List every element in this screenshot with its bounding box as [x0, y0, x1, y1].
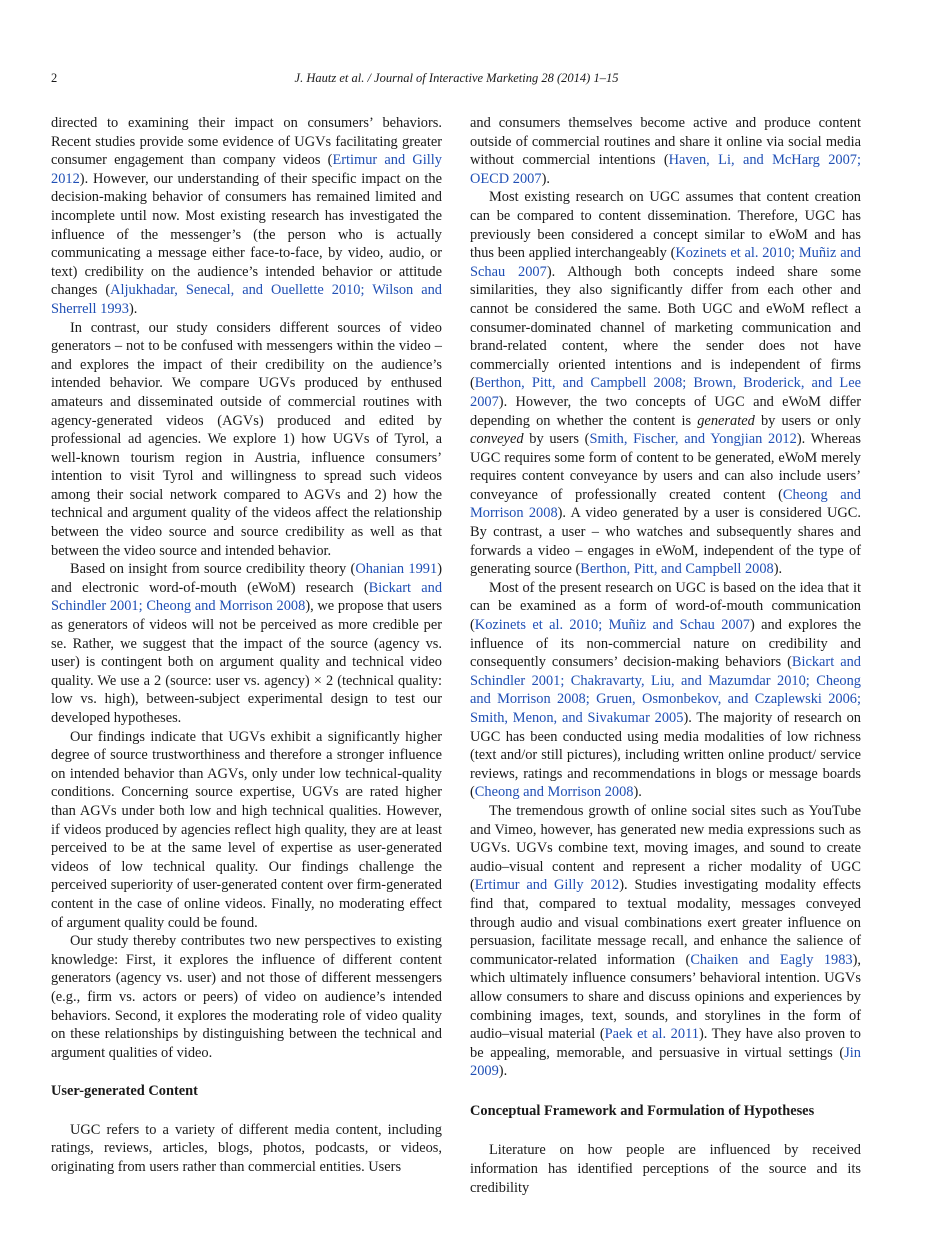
paragraph: In contrast, our study considers different sources of video generators – not to be confused with messengers within the video – and explores the impact of their credibility on the audience’s intended behavior. We compare UGVs produced by enthused amateurs and disseminated outside of commercial routines with agency-generated videos (AGVs) produced and edited by professional ad agencies. We explore 1) how UGVs of Tyrol, a well-known tourism region in Austria, influence consumers’ intention to visit Tyrol and willingness to spread such videos among their social network compared to AGVs and 2) how the technical and argument quality of the videos affect the relationship between the video source and source credibility as well as that between the video source and intended behavior.: [51, 319, 442, 559]
citation-link[interactable]: Cheong and Morrison 2008: [470, 486, 861, 522]
page-number: 2: [51, 71, 58, 85]
paragraph: directed to examining their impact on consumers’ behaviors. Recent studies provide some evidence of UGVs facilitating greater consumer engagement than company videos (Ertimur and Gilly 2012). However, our understanding of their specific impact on the decision-making behavior of consumers has remained limited and incomplete until now. Most existing research has investigated the influence of the messenger’s (the person who is actually communicating a message either face-to-face, by video, audio, or text) credibility on the audience’s intended behavior or attitude changes (Aljukhadar, Senecal, and Ouellette 2010; Wilson and Sherrell 1993).: [51, 115, 442, 317]
paragraph: Our study thereby contributes two new perspectives to existing knowledge: First, it explores the influence of different content generators (agency vs. user) and not those of different messengers (e.g., firm vs. actors or peers) of video on audience’s intended behaviors. Second, it explores the moderating role of video quality on these relationships by distinguishing between the technical and argument qualities of video.: [51, 933, 442, 1061]
emphasis: generated: [697, 412, 755, 429]
citation-link[interactable]: Kozinets et al. 2010; Muñiz and Schau 2007: [470, 245, 861, 280]
paragraph: The tremendous growth of online social sites such as YouTube and Vimeo, however, has generated new media expressions such as UGVs. UGVs combine text, moving images, and sound to create audio–visual content and represent a richer modality of UGC (Ertimur and Gilly 2012). Studies investigating modality effects find that, compared to textual modality, messages conveyed through audio and visual combinations exert greater influence on persuasion, facilitate message recall, and enhance the salience of communicator-related information (Chaiken and Eagly 1983), which ultimately influence consumers’ behavioral intention. UGVs allow consumers to share and discuss opinions and experiences by combining images, text, sounds, and storylines in the form of audio–visual material (Paek et al. 2011). They have also proven to be appealing, memorable, and persuasive in virtual settings (Jin 2009).: [470, 802, 861, 1080]
citation-link[interactable]: Cheong and Morrison 2008: [474, 784, 634, 801]
emphasis: conveyed: [470, 431, 524, 448]
citation-link[interactable]: Bickart and Schindler 2001; Chakravarty, Liu, and Mazumdar 2010; Cheong and Morrison 2008; Gruen, Osmonbekov, and Czaplewski 2006; Smith, Menon, and Sivakumar 2005: [470, 654, 861, 726]
citation-link[interactable]: Berthon, Pitt, and Campbell 2008; Brown, Broderick, and Lee 2007: [470, 375, 861, 410]
paragraph: Most existing research on UGC assumes that content creation can be compared to content dissemination. Therefore, UGC has previously been considered a concept similar to eWoM and has thus been applied interchangeably (Kozinets et al. 2010; Muñiz and Schau 2007). Although both concepts indeed share some similarities, they also significantly differ from each other and cannot be considered the same. Both UGC and eWoM reflect a consumer-dominated channel of marketing communication and brand-related content, where the sender does not have commercially oriented intentions and is independent of firms (Berthon, Pitt, and Campbell 2008; Brown, Broderick, and Lee 2007). However, the two concepts of UGC and eWoM differ depending on whether the content is generated by users or only conveyed by users (Smith, Fischer, and Yongjian 2012). Whereas UGC requires some form of content to be generated, eWoM merely requires content conveyance by users and can also include users’ conveyance of professionally created content (Cheong and Morrison 2008). A video generated by a user is considered UGC. By contrast, a user – who watches and subsequently shares and forwards a video – engages in eWoM, independent of the type of generating source (Berthon, Pitt, and Campbell 2008).: [470, 189, 861, 578]
running-head: J. Hautz et al. / Journal of Interactive Marketing 28 (2014) 1–15: [294, 71, 619, 85]
paragraph: and consumers themselves become active and produce content outside of commercial routines and share it online via social media without commercial intentions (Haven, Li, and McHarg 2007; OECD 2007).: [470, 115, 861, 187]
citation-link[interactable]: Ertimur and Gilly 2012: [474, 877, 620, 894]
citation-link[interactable]: Aljukhadar, Senecal, and Ouellette 2010; Wilson and Sherrell 1993: [51, 282, 442, 317]
citation-link[interactable]: Ertimur and Gilly 2012: [51, 152, 442, 187]
left-column: [51, 114, 442, 1177]
citation-link[interactable]: Jin 2009: [470, 1044, 861, 1080]
right-column: [470, 114, 861, 1197]
paragraph: Our findings indicate that UGVs exhibit a significantly higher degree of source trustworthiness and therefore a stronger influence on intended behavior than AGVs, only under low technical-quality conditions. Concerning source expertise, UGVs are rated higher than AGVs under both low and high technical qualities. However, if videos produced by agencies reflect high quality, they are at least perceived to be at the same level of expertise as user-generated videos of low technical quality. Our findings challenge the perceived superiority of user-generated content over firm-generated content in the case of online videos. Finally, no moderating effect of argument quality could be found.: [51, 728, 442, 931]
citation-link[interactable]: Smith, Fischer, and Yongjian 2012: [589, 431, 797, 448]
citation-link[interactable]: Berthon, Pitt, and Campbell 2008: [580, 561, 774, 578]
citation-link[interactable]: Haven, Li, and McHarg 2007; OECD 2007: [470, 152, 861, 187]
citation-link[interactable]: Kozinets et al. 2010; Muñiz and Schau 2007: [474, 617, 750, 634]
section-heading-conceptual-framework: Conceptual Framework and Formulation of Hypotheses: [470, 1102, 815, 1119]
citation-link[interactable]: Chaiken and Eagly 1983: [690, 951, 853, 968]
section-heading-user-generated-content: User-generated Content: [51, 1083, 198, 1100]
paragraph: Literature on how people are influenced by received information has identified perceptions of the source and its credibility: [470, 1142, 861, 1196]
citation-link[interactable]: Bickart and Schindler 2001; Cheong and Morrison 2008: [51, 579, 443, 615]
paragraph: Most of the present research on UGC is based on the idea that it can be examined as a form of word-of-mouth communication (Kozinets et al. 2010; Muñiz and Schau 2007) and explores the influence of its non-commercial nature on credibility and consequently consumers’ decision-making behaviors (Bickart and Schindler 2001; Chakravarty, Liu, and Mazumdar 2010; Cheong and Morrison 2008; Gruen, Osmonbekov, and Czaplewski 2006; Smith, Menon, and Sivakumar 2005). The majority of research on UGC has been conducted using media modalities of low richness (text and/or still pictures), including written online product/ service reviews, ratings and recommendations in blogs or message boards (Cheong and Morrison 2008).: [470, 579, 861, 801]
running-header: [51, 71, 862, 89]
paragraph: UGC refers to a variety of different media content, including ratings, reviews, articles, blogs, photos, podcasts, or videos, originating from users rather than commercial entities. Users: [51, 1121, 442, 1176]
paragraph: Based on insight from source credibility theory (Ohanian 1991) and electronic word-of-mouth (eWoM) research (Bickart and Schindler 2001; Cheong and Morrison 2008), we propose that users as generators of videos will not be perceived as more credible per se. Rather, we suggest that the impact of the source (agency vs. user) is contingent both on argument quality and technical video quality. We use a 2 (source: user vs. agency) × 2 (technical quality: low vs. high), between-subject experimental design to test our developed hypotheses.: [51, 561, 443, 726]
citation-link[interactable]: Ohanian 1991: [355, 561, 438, 578]
citation-link[interactable]: Paek et al. 2011: [604, 1026, 699, 1043]
